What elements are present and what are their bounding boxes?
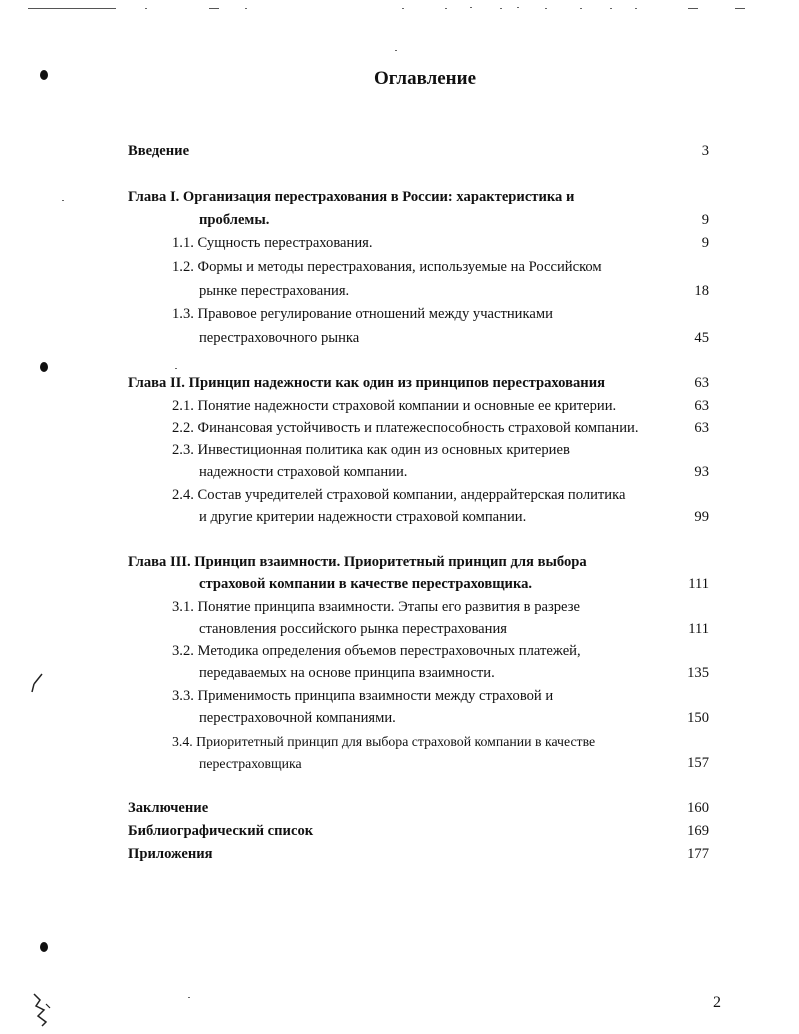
scan-speck <box>610 8 612 9</box>
toc-page-number: 169 <box>687 823 709 839</box>
toc-entry-conclusion: Заключение <box>128 800 209 816</box>
toc-page-number: 160 <box>687 800 709 816</box>
toc-entry-chapter-3: Глава III. Принцип взаимности. Приоритетный принцип для выбора <box>128 554 587 570</box>
toc-entry-section-1-1: 1.1. Сущность перестрахования. <box>172 235 373 251</box>
scan-speck <box>62 200 64 201</box>
toc-page-number: 99 <box>694 509 709 525</box>
toc-entry-section-3-2: 3.2. Методика определения объемов перестраховочных платежей, <box>172 643 581 659</box>
scan-artifact-line <box>209 8 219 9</box>
toc-page-number: 9 <box>701 235 709 251</box>
toc-entry-section-1-2-cont: рынке перестрахования. <box>199 283 350 299</box>
toc-entry-appendices: Приложения <box>128 846 213 862</box>
toc-entry-section-1-3: 1.3. Правовое регулирование отношений между участниками <box>172 306 553 322</box>
toc-entry-section-2-3-cont: надежности страховой компании. <box>199 464 408 480</box>
toc-page-number: 63 <box>694 375 709 391</box>
toc-entry-section-1-2: 1.2. Формы и методы перестрахования, используемые на Российском <box>172 259 602 275</box>
toc-page-number: 3 <box>701 143 709 159</box>
scan-speck <box>145 8 147 9</box>
toc-entry-section-3-4-cont: перестраховщика <box>199 756 302 771</box>
page-number: 2 <box>713 994 721 1011</box>
toc-entry-introduction: Введение <box>128 143 190 159</box>
scan-speck <box>395 50 397 51</box>
toc-entry-section-3-1: 3.1. Понятие принципа взаимности. Этапы его развития в разрезе <box>172 599 580 615</box>
toc-page-number: 111 <box>688 576 709 592</box>
scan-artifact-line <box>735 8 745 9</box>
toc-entry-bibliography: Библиографический список <box>128 823 314 839</box>
toc-page-number: 9 <box>701 212 709 228</box>
toc-entry-section-2-4-cont: и другие критерии надежности страховой компании. <box>199 509 527 525</box>
scan-speck <box>470 7 472 8</box>
margin-scribble <box>30 672 46 694</box>
toc-entry-chapter-3-cont: страховой компании в качестве перестраховщика. <box>199 576 533 592</box>
toc-entry-chapter-1: Глава I. Организация перестрахования в России: характеристика и <box>128 189 575 205</box>
toc-entry-section-3-4: 3.4. Приоритетный принцип для выбора страховой компании в качестве <box>172 734 596 749</box>
toc-page-number: 63 <box>694 398 709 414</box>
toc-page-number: 135 <box>687 665 709 681</box>
scan-speck <box>545 8 547 9</box>
scan-speck <box>517 7 519 8</box>
scan-artifact-line <box>688 8 698 9</box>
binder-hole-dot <box>40 362 48 372</box>
margin-scribble <box>30 990 54 1030</box>
toc-entry-section-3-3: 3.3. Применимость принципа взаимности между страховой и <box>172 688 554 704</box>
binder-hole-dot <box>40 942 48 952</box>
toc-page-number: 111 <box>688 621 709 637</box>
toc-entry-section-2-2: 2.2. Финансовая устойчивость и платежеспособность страховой компании. <box>172 420 639 436</box>
scan-speck <box>445 8 447 9</box>
scan-speck <box>175 368 177 369</box>
page-title: Оглавление <box>373 68 477 89</box>
toc-entry-chapter-1-cont: проблемы. <box>199 212 270 228</box>
toc-page-number: 45 <box>694 330 709 346</box>
toc-page-number: 93 <box>694 464 709 480</box>
toc-entry-chapter-2: Глава II. Принцип надежности как один из принципов перестрахования <box>128 375 605 391</box>
toc-entry-section-2-4: 2.4. Состав учредителей страховой компании, андеррайтерская политика <box>172 487 626 503</box>
scan-artifact-line <box>28 8 116 9</box>
scan-speck <box>580 8 582 9</box>
toc-entry-section-3-1-cont: становления российского рынка перестрахования <box>199 621 507 637</box>
scan-speck <box>635 8 637 9</box>
toc-page-number: 63 <box>694 420 709 436</box>
toc-entry-section-2-3: 2.3. Инвестиционная политика как один из основных критериев <box>172 442 570 458</box>
toc-page-number: 18 <box>694 283 709 299</box>
scan-speck <box>245 8 247 9</box>
scan-speck <box>500 8 502 9</box>
toc-entry-section-1-3-cont: перестраховочного рынка <box>199 330 360 346</box>
toc-entry-section-3-2-cont: передаваемых на основе принципа взаимности. <box>199 665 495 681</box>
toc-entry-section-3-3-cont: перестраховочной компаниями. <box>199 710 396 726</box>
toc-page-number: 150 <box>687 710 709 726</box>
toc-page-number: 177 <box>687 846 709 862</box>
scan-speck <box>188 997 190 998</box>
toc-entry-section-2-1: 2.1. Понятие надежности страховой компании и основные ее критерии. <box>172 398 617 414</box>
scan-speck <box>402 8 404 9</box>
toc-page-number: 157 <box>687 755 709 771</box>
